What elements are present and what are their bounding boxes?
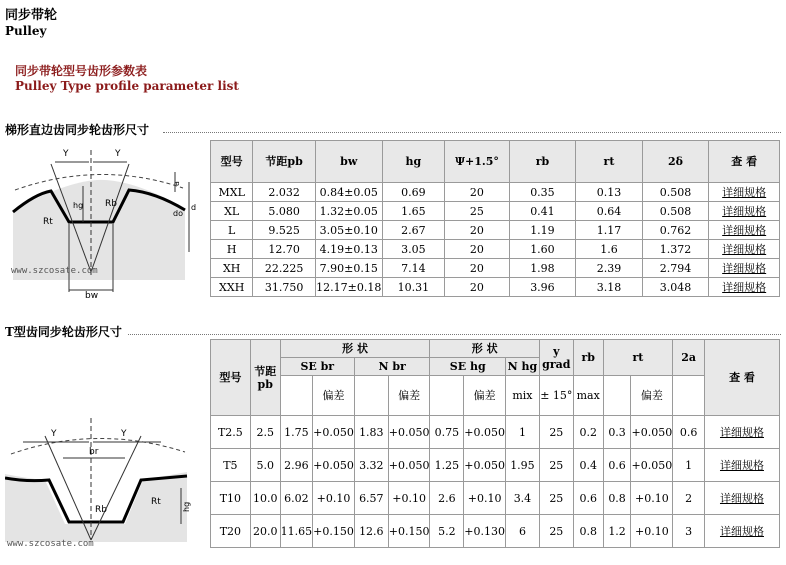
table-cell: 25 xyxy=(539,482,573,515)
table-cell: 10.31 xyxy=(382,278,445,297)
table-cell: 20 xyxy=(445,183,510,202)
table-cell: 22.225 xyxy=(253,259,316,278)
table-cell: 1.95 xyxy=(506,449,540,482)
table-cell: +0.130 xyxy=(464,515,506,548)
table-cell: L xyxy=(211,221,253,240)
table-cell: 25 xyxy=(445,202,510,221)
table-cell: 6 xyxy=(506,515,540,548)
detail-spec-link[interactable]: 详细规格 xyxy=(709,278,780,297)
table-cell: T5 xyxy=(211,449,251,482)
table-cell: 20 xyxy=(445,240,510,259)
table-cell: 3.96 xyxy=(509,278,576,297)
table-cell: 0.13 xyxy=(576,183,643,202)
table-row xyxy=(211,449,780,482)
table-cell: 1 xyxy=(673,449,705,482)
diagram-label: a xyxy=(172,181,181,186)
table-cell: 2.6 xyxy=(430,482,464,515)
table-cell: 0.508 xyxy=(642,183,709,202)
table-cell: 5.0 xyxy=(250,449,280,482)
table-row xyxy=(211,240,780,259)
diagram-label: Rb xyxy=(95,505,107,515)
page-title-en: Pulley xyxy=(5,24,47,38)
header-shape-2: 形 状 xyxy=(430,340,539,358)
detail-spec-link[interactable]: 详细规格 xyxy=(709,221,780,240)
t-tooth-diagram xyxy=(5,412,205,552)
table-cell: 0.6 xyxy=(603,449,631,482)
table-row xyxy=(211,221,780,240)
table-cell: +0.050 xyxy=(313,416,355,449)
table-cell: T10 xyxy=(211,482,251,515)
diagram-label: hg xyxy=(73,201,84,210)
column-header: 2δ xyxy=(642,141,709,183)
table-cell: 2.39 xyxy=(576,259,643,278)
detail-spec-link[interactable]: 详细规格 xyxy=(704,515,779,548)
table-cell: 1.83 xyxy=(354,416,388,449)
diagram-label: Y xyxy=(115,149,121,159)
table-cell: T2.5 xyxy=(211,416,251,449)
diagram-label: d xyxy=(191,203,197,212)
detail-spec-link[interactable]: 详细规格 xyxy=(709,240,780,259)
table-cell: 0.6 xyxy=(573,482,603,515)
header-deviation: 偏差 xyxy=(464,376,506,416)
table-cell: 1.65 xyxy=(382,202,445,221)
table-cell: 0.4 xyxy=(573,449,603,482)
trapezoid-tooth-diagram xyxy=(5,142,205,300)
header-2a: 2a xyxy=(673,340,705,376)
table-cell: 5.080 xyxy=(253,202,316,221)
table-cell: 20.0 xyxy=(250,515,280,548)
header-pitch: 节距 pb xyxy=(250,340,280,416)
table-cell: 2.5 xyxy=(250,416,280,449)
table-cell: 2.794 xyxy=(642,259,709,278)
watermark: www.szcosate.com xyxy=(11,266,98,276)
table-cell: 0.508 xyxy=(642,202,709,221)
table-cell: 1.60 xyxy=(509,240,576,259)
table-cell: 0.35 xyxy=(509,183,576,202)
table-cell: 3.048 xyxy=(642,278,709,297)
table-cell: 0.762 xyxy=(642,221,709,240)
column-header: Ψ+1.5° xyxy=(445,141,510,183)
table-cell: 31.750 xyxy=(253,278,316,297)
column-header: 节距pb xyxy=(253,141,316,183)
header-max: max xyxy=(573,376,603,416)
header-rb: rb xyxy=(573,340,603,376)
header-empty xyxy=(603,376,631,416)
diagram-label: Y xyxy=(121,429,127,439)
table-cell: 1.6 xyxy=(576,240,643,259)
column-header: rt xyxy=(576,141,643,183)
table-cell: 4.19±0.13 xyxy=(315,240,382,259)
table-cell: 1.2 xyxy=(603,515,631,548)
table-cell: H xyxy=(211,240,253,259)
table-cell: 0.6 xyxy=(673,416,705,449)
watermark: www.szcosate.com xyxy=(7,539,94,549)
detail-spec-link[interactable]: 详细规格 xyxy=(704,482,779,515)
header-deviation: 偏差 xyxy=(388,376,430,416)
table-cell: +0.10 xyxy=(388,482,430,515)
table-cell: +0.10 xyxy=(313,482,355,515)
table-cell: 0.2 xyxy=(573,416,603,449)
table-cell: 1.75 xyxy=(280,416,313,449)
table-cell: 25 xyxy=(539,515,573,548)
table-cell: 0.3 xyxy=(603,416,631,449)
diagram-label: do xyxy=(173,209,183,218)
header-model: 型号 xyxy=(211,340,251,416)
table-cell: XL xyxy=(211,202,253,221)
table-cell: +0.050 xyxy=(388,449,430,482)
table-cell: 2.032 xyxy=(253,183,316,202)
table-cell: 0.84±0.05 xyxy=(315,183,382,202)
table-cell: 3.05±0.10 xyxy=(315,221,382,240)
diagram-label: Rt xyxy=(43,217,53,227)
table-cell: 11.65 xyxy=(280,515,313,548)
table-cell: 7.90±0.15 xyxy=(315,259,382,278)
table-row xyxy=(211,259,780,278)
detail-spec-link[interactable]: 详细规格 xyxy=(709,259,780,278)
table-list-title-en: Pulley Type profile parameter list xyxy=(15,79,239,93)
table-cell: MXL xyxy=(211,183,253,202)
table-cell: 1.19 xyxy=(509,221,576,240)
table-cell: +0.050 xyxy=(464,416,506,449)
section-divider xyxy=(128,334,781,335)
header-mix: mix xyxy=(506,376,540,416)
detail-spec-link[interactable]: 详细规格 xyxy=(709,183,780,202)
table-cell: XXH xyxy=(211,278,253,297)
table-cell: 3.05 xyxy=(382,240,445,259)
table-cell: 3.4 xyxy=(506,482,540,515)
table-cell: 20 xyxy=(445,278,510,297)
table-cell: +0.050 xyxy=(631,449,673,482)
header-deviation: 偏差 xyxy=(313,376,355,416)
table-cell: 0.8 xyxy=(573,515,603,548)
table-cell: 3 xyxy=(673,515,705,548)
column-header: 查 看 xyxy=(709,141,780,183)
table-cell: 0.8 xyxy=(603,482,631,515)
table-cell: XH xyxy=(211,259,253,278)
table-cell: 0.75 xyxy=(430,416,464,449)
diagram-label: Rb xyxy=(105,199,117,209)
table-cell: 1 xyxy=(506,416,540,449)
detail-spec-link[interactable]: 详细规格 xyxy=(704,449,779,482)
table-cell: 0.41 xyxy=(509,202,576,221)
detail-spec-link[interactable]: 详细规格 xyxy=(704,416,779,449)
diagram-label: br xyxy=(89,447,99,457)
table-row xyxy=(211,482,780,515)
column-header: bw xyxy=(315,141,382,183)
table-cell: 2 xyxy=(673,482,705,515)
header-se-hg: SE hg xyxy=(430,358,506,376)
header-view: 查 看 xyxy=(704,340,779,416)
table-cell: 5.2 xyxy=(430,515,464,548)
table-cell: 0.69 xyxy=(382,183,445,202)
section-trapezoid-title: 梯形直边齿同步轮齿形尺寸 xyxy=(5,123,150,137)
header-n-hg: N hg xyxy=(506,358,540,376)
diagram-label: Y xyxy=(51,429,57,439)
diagram-label: Rt xyxy=(151,497,161,507)
table-cell: 1.17 xyxy=(576,221,643,240)
header-deviation: 偏差 xyxy=(631,376,673,416)
header-se-br: SE br xyxy=(280,358,354,376)
header-empty xyxy=(430,376,464,416)
column-header: rb xyxy=(509,141,576,183)
table-cell: 25 xyxy=(539,416,573,449)
table-cell: 20 xyxy=(445,221,510,240)
table-cell: 9.525 xyxy=(253,221,316,240)
header-pm15: ± 15° xyxy=(539,376,573,416)
column-header: hg xyxy=(382,141,445,183)
section-divider xyxy=(163,132,781,133)
t-tooth-table xyxy=(210,339,780,548)
diagram-label: Y xyxy=(63,149,69,159)
table-cell: 25 xyxy=(539,449,573,482)
table-cell: 2.96 xyxy=(280,449,313,482)
table-row xyxy=(211,202,780,221)
table-list-title: 同步带轮型号齿形参数表 xyxy=(15,64,148,78)
table-cell: 1.25 xyxy=(430,449,464,482)
table-cell: 12.17±0.18 xyxy=(315,278,382,297)
trapezoid-table xyxy=(210,140,780,297)
header-n-br: N br xyxy=(354,358,430,376)
table-cell: 0.64 xyxy=(576,202,643,221)
table-cell: T20 xyxy=(211,515,251,548)
table-cell: +0.050 xyxy=(464,449,506,482)
table-cell: +0.050 xyxy=(388,416,430,449)
table-cell: 6.57 xyxy=(354,482,388,515)
table-row xyxy=(211,183,780,202)
table-cell: +0.10 xyxy=(631,482,673,515)
table-row xyxy=(211,416,780,449)
table-cell: 1.98 xyxy=(509,259,576,278)
page-title: 同步带轮 xyxy=(5,8,58,23)
table-cell: 6.02 xyxy=(280,482,313,515)
table-cell: 1.372 xyxy=(642,240,709,259)
table-cell: 3.18 xyxy=(576,278,643,297)
table-cell: +0.10 xyxy=(464,482,506,515)
table-cell: +0.10 xyxy=(631,515,673,548)
header-y-grad: y grad xyxy=(539,340,573,376)
table-cell: 12.6 xyxy=(354,515,388,548)
header-empty xyxy=(354,376,388,416)
table-row xyxy=(211,515,780,548)
table-cell: +0.050 xyxy=(313,449,355,482)
diagram-label: hg xyxy=(182,501,191,512)
table-cell: 12.70 xyxy=(253,240,316,259)
section-t-tooth-title: T型齿同步轮齿形尺寸 xyxy=(5,325,122,339)
table-cell: 2.67 xyxy=(382,221,445,240)
diagram-label: bw xyxy=(85,291,99,300)
table-cell: 1.32±0.05 xyxy=(315,202,382,221)
table-cell: +0.150 xyxy=(388,515,430,548)
detail-spec-link[interactable]: 详细规格 xyxy=(709,202,780,221)
table-cell: +0.150 xyxy=(313,515,355,548)
table-cell: 3.32 xyxy=(354,449,388,482)
table-cell: 20 xyxy=(445,259,510,278)
table-cell: +0.050 xyxy=(631,416,673,449)
header-shape-1: 形 状 xyxy=(280,340,430,358)
header-rt: rt xyxy=(603,340,673,376)
table-cell: 7.14 xyxy=(382,259,445,278)
table-header-row xyxy=(211,141,780,183)
column-header: 型号 xyxy=(211,141,253,183)
header-empty xyxy=(673,376,705,416)
table-row xyxy=(211,278,780,297)
table-cell: 10.0 xyxy=(250,482,280,515)
header-empty xyxy=(280,376,313,416)
